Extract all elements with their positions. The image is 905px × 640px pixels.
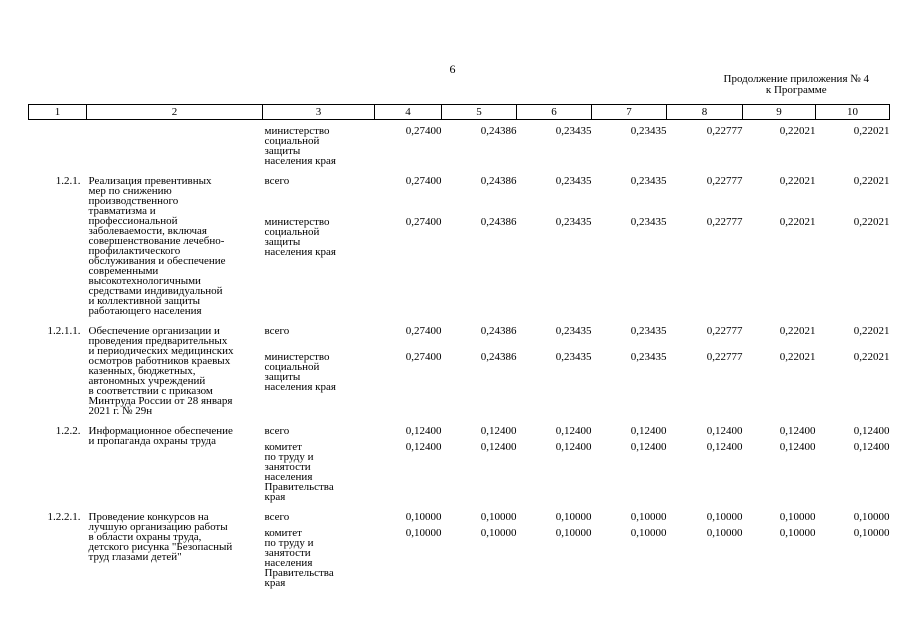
table-row: [29, 416, 890, 436]
row-name-line: производственного: [88, 195, 179, 207]
row-name-line: труд глазами детей": [88, 551, 182, 563]
row-name-line: травматизма и: [88, 205, 156, 217]
table-row: [29, 120, 890, 167]
program-table: [28, 104, 890, 588]
value-cell-col-5: 0,12400: [480, 441, 517, 453]
funding-source-line: населения: [264, 557, 313, 569]
row-name-line: 2021 г. № 29н: [88, 405, 153, 417]
funding-source: [263, 436, 375, 502]
row-name-line: средствами индивидуальной: [88, 285, 223, 297]
funding-source: [263, 120, 375, 167]
value-cell-col-8: 0,22777: [706, 125, 743, 137]
row-name-line: работающего населения: [88, 305, 202, 317]
funding-source-line: населения края: [264, 246, 336, 259]
value-cell-col-4: 0,10000: [405, 511, 442, 523]
funding-source: [263, 522, 375, 588]
value-cell-col-9: 0,22021: [779, 351, 816, 364]
value-cell-col-6: 0,12400: [555, 425, 592, 437]
row-name-line: заболеваемости, включая: [88, 225, 207, 237]
value-cell-col-10: 0,12400: [853, 441, 890, 453]
value-cell-col-8: 0,22777: [706, 216, 743, 229]
value-cell-col-9: 0,10000: [779, 527, 816, 539]
row-name-line: детского рисунка "Безопасный: [88, 541, 233, 553]
funding-source-line: министерство: [264, 216, 330, 229]
header-col-1: 1: [29, 105, 87, 120]
funding-source: [263, 211, 375, 316]
value-cell-col-6: 0,23435: [555, 325, 592, 337]
funding-source: [263, 502, 375, 522]
header-col-4: 4: [375, 105, 442, 120]
value-cell-col-7: 0,10000: [630, 511, 667, 523]
value-cell-col-8: 0,10000: [706, 527, 743, 539]
continuation-note: [724, 74, 869, 96]
value-cell-col-4: 0,10000: [405, 527, 442, 539]
row-name-line: обслуживания и обеспечение: [88, 255, 226, 267]
value-cell-col-8: 0,10000: [706, 511, 743, 523]
funding-source: [263, 166, 375, 211]
value-cell-col-5: 0,24386: [480, 125, 517, 137]
value-cell-col-4: 0,27400: [405, 175, 442, 187]
row-name-line: в соответствии с приказом: [88, 385, 213, 397]
value-cell-col-5: 0,10000: [480, 511, 517, 523]
funding-source-line: занятости: [264, 547, 311, 559]
row-code: 1.2.1.: [55, 175, 81, 187]
header-col-3: 3: [263, 105, 375, 120]
table-row: [29, 316, 890, 346]
header-col-8: 8: [667, 105, 743, 120]
row-code: [29, 120, 87, 167]
row-name: [87, 502, 263, 588]
funding-source-line: социальной: [264, 361, 320, 374]
value-cell-col-10: 0,10000: [853, 511, 890, 523]
value-cell-col-5: 0,24386: [480, 325, 517, 337]
row-name-line: и коллективной защиты: [88, 295, 201, 307]
value-cell-col-6: 0,12400: [555, 441, 592, 453]
value-cell-col-6: 0,10000: [555, 527, 592, 539]
row-code: 1.2.2.1.: [47, 511, 81, 523]
value-cell-col-7: 0,23435: [630, 351, 667, 364]
row-name-line: Обеспечение организации и: [88, 325, 220, 337]
value-cell-col-4: 0,27400: [405, 351, 442, 364]
row-name: [87, 120, 263, 167]
table-row: [29, 166, 890, 211]
value-cell-col-7: 0,23435: [630, 175, 667, 187]
value-cell-col-8: 0,22777: [706, 325, 743, 337]
value-cell-col-9: 0,22021: [779, 125, 816, 137]
value-cell-col-9: 0,12400: [779, 425, 816, 437]
value-cell-col-4: 0,12400: [405, 425, 442, 437]
funding-source-line: населения края: [264, 155, 336, 167]
row-name-line: мер по снижению: [88, 185, 172, 197]
value-cell-col-10: 0,22021: [853, 125, 890, 137]
continuation-line-1: Продолжение приложения № 4: [723, 73, 869, 85]
funding-source-line: Правительства: [264, 481, 334, 493]
funding-source: [263, 346, 375, 416]
continuation-line-2: к Программе: [765, 84, 827, 96]
funding-source-line: по труду и: [264, 451, 314, 463]
funding-source-line: всего: [264, 175, 290, 187]
value-cell-col-5: 0,10000: [480, 527, 517, 539]
funding-source-line: населения края: [264, 381, 336, 394]
table-body: [29, 120, 890, 589]
value-cell-col-8: 0,12400: [706, 425, 743, 437]
funding-source-line: населения: [264, 471, 313, 483]
funding-source-line: всего: [264, 511, 290, 523]
row-name-line: высокотехнологичными: [88, 275, 201, 287]
funding-source: [263, 416, 375, 436]
funding-source-line: защиты: [264, 236, 301, 249]
row-name-line: современными: [88, 265, 159, 277]
header-col-6: 6: [517, 105, 592, 120]
value-cell-col-9: 0,22021: [779, 175, 816, 187]
value-cell-col-5: 0,24386: [480, 216, 517, 229]
row-name-line: и периодических медицинских: [88, 345, 234, 357]
value-cell-col-5: 0,12400: [480, 425, 517, 437]
row-name-line: Реализация превентивных: [88, 175, 212, 187]
funding-source-line: социальной: [264, 135, 320, 147]
header-col-5: 5: [442, 105, 517, 120]
row-name-line: автономных учреждений: [88, 375, 206, 387]
funding-source-line: защиты: [264, 371, 301, 384]
row-name-line: Проведение конкурсов на: [88, 511, 209, 523]
row-name: [87, 316, 263, 416]
value-cell-col-4: 0,27400: [405, 325, 442, 337]
value-cell-col-9: 0,22021: [779, 216, 816, 229]
value-cell-col-7: 0,23435: [630, 125, 667, 137]
value-cell-col-4: 0,12400: [405, 441, 442, 453]
funding-source-line: социальной: [264, 226, 320, 239]
value-cell-col-8: 0,22777: [706, 351, 743, 364]
row-name-line: профилактического: [88, 245, 181, 257]
funding-source-line: комитет: [264, 441, 302, 453]
value-cell-col-7: 0,23435: [630, 325, 667, 337]
row-name-line: совершенствование лечебно-: [88, 235, 225, 247]
funding-source: [263, 316, 375, 346]
value-cell-col-10: 0,22021: [853, 175, 890, 187]
funding-source-line: края: [264, 577, 286, 589]
funding-source-line: министерство: [264, 351, 330, 364]
row-name-line: проведения предварительных: [88, 335, 228, 347]
value-cell-col-10: 0,22021: [853, 351, 890, 364]
row-name-line: осмотров работников краевых: [88, 355, 231, 367]
value-cell-col-4: 0,27400: [405, 216, 442, 229]
funding-source-line: края: [264, 491, 286, 503]
funding-source-line: по труду и: [264, 537, 314, 549]
value-cell-col-10: 0,22021: [853, 216, 890, 229]
row-code: 1.2.2.: [55, 425, 81, 437]
header-col-9: 9: [743, 105, 816, 120]
header-col-10: 10: [816, 105, 890, 120]
value-cell-col-9: 0,22021: [779, 325, 816, 337]
funding-source-line: всего: [264, 425, 290, 437]
row-name: [87, 416, 263, 502]
header-col-7: 7: [592, 105, 667, 120]
funding-source-line: занятости: [264, 461, 311, 473]
value-cell-col-6: 0,10000: [555, 511, 592, 523]
row-name-line: профессиональной: [88, 215, 178, 227]
funding-source-line: защиты: [264, 145, 301, 157]
row-name-line: Минтруда России от 28 января: [88, 395, 233, 407]
row-name: [87, 166, 263, 316]
value-cell-col-7: 0,10000: [630, 527, 667, 539]
row-name-line: и пропаганда охраны труда: [88, 435, 217, 447]
value-cell-col-6: 0,23435: [555, 175, 592, 187]
value-cell-col-6: 0,23435: [555, 351, 592, 364]
value-cell-col-6: 0,23435: [555, 216, 592, 229]
value-cell-col-9: 0,12400: [779, 441, 816, 453]
funding-source-line: министерство: [264, 125, 330, 137]
value-cell-col-7: 0,23435: [630, 216, 667, 229]
value-cell-col-8: 0,22777: [706, 175, 743, 187]
value-cell-col-5: 0,24386: [480, 351, 517, 364]
value-cell-col-10: 0,22021: [853, 325, 890, 337]
row-name-line: казенных, бюджетных,: [88, 365, 196, 377]
value-cell-col-10: 0,12400: [853, 425, 890, 437]
value-cell-col-4: 0,27400: [405, 125, 442, 137]
value-cell-col-7: 0,12400: [630, 425, 667, 437]
value-cell-col-9: 0,10000: [779, 511, 816, 523]
value-cell-col-10: 0,10000: [853, 527, 890, 539]
header-col-2: 2: [87, 105, 263, 120]
table-row: [29, 502, 890, 522]
funding-source-line: всего: [264, 325, 290, 337]
funding-source-line: комитет: [264, 527, 302, 539]
table-header-row: [29, 105, 890, 120]
value-cell-col-8: 0,12400: [706, 441, 743, 453]
row-name-line: в области охраны труда,: [88, 531, 202, 543]
row-code: 1.2.1.1.: [47, 325, 81, 337]
value-cell-col-7: 0,12400: [630, 441, 667, 453]
funding-source-line: Правительства: [264, 567, 334, 579]
row-name-line: лучшую организацию работы: [88, 521, 228, 533]
row-name-line: Информационное обеспечение: [88, 425, 233, 437]
value-cell-col-6: 0,23435: [555, 125, 592, 137]
page-number: 6: [449, 62, 456, 76]
value-cell-col-5: 0,24386: [480, 175, 517, 187]
